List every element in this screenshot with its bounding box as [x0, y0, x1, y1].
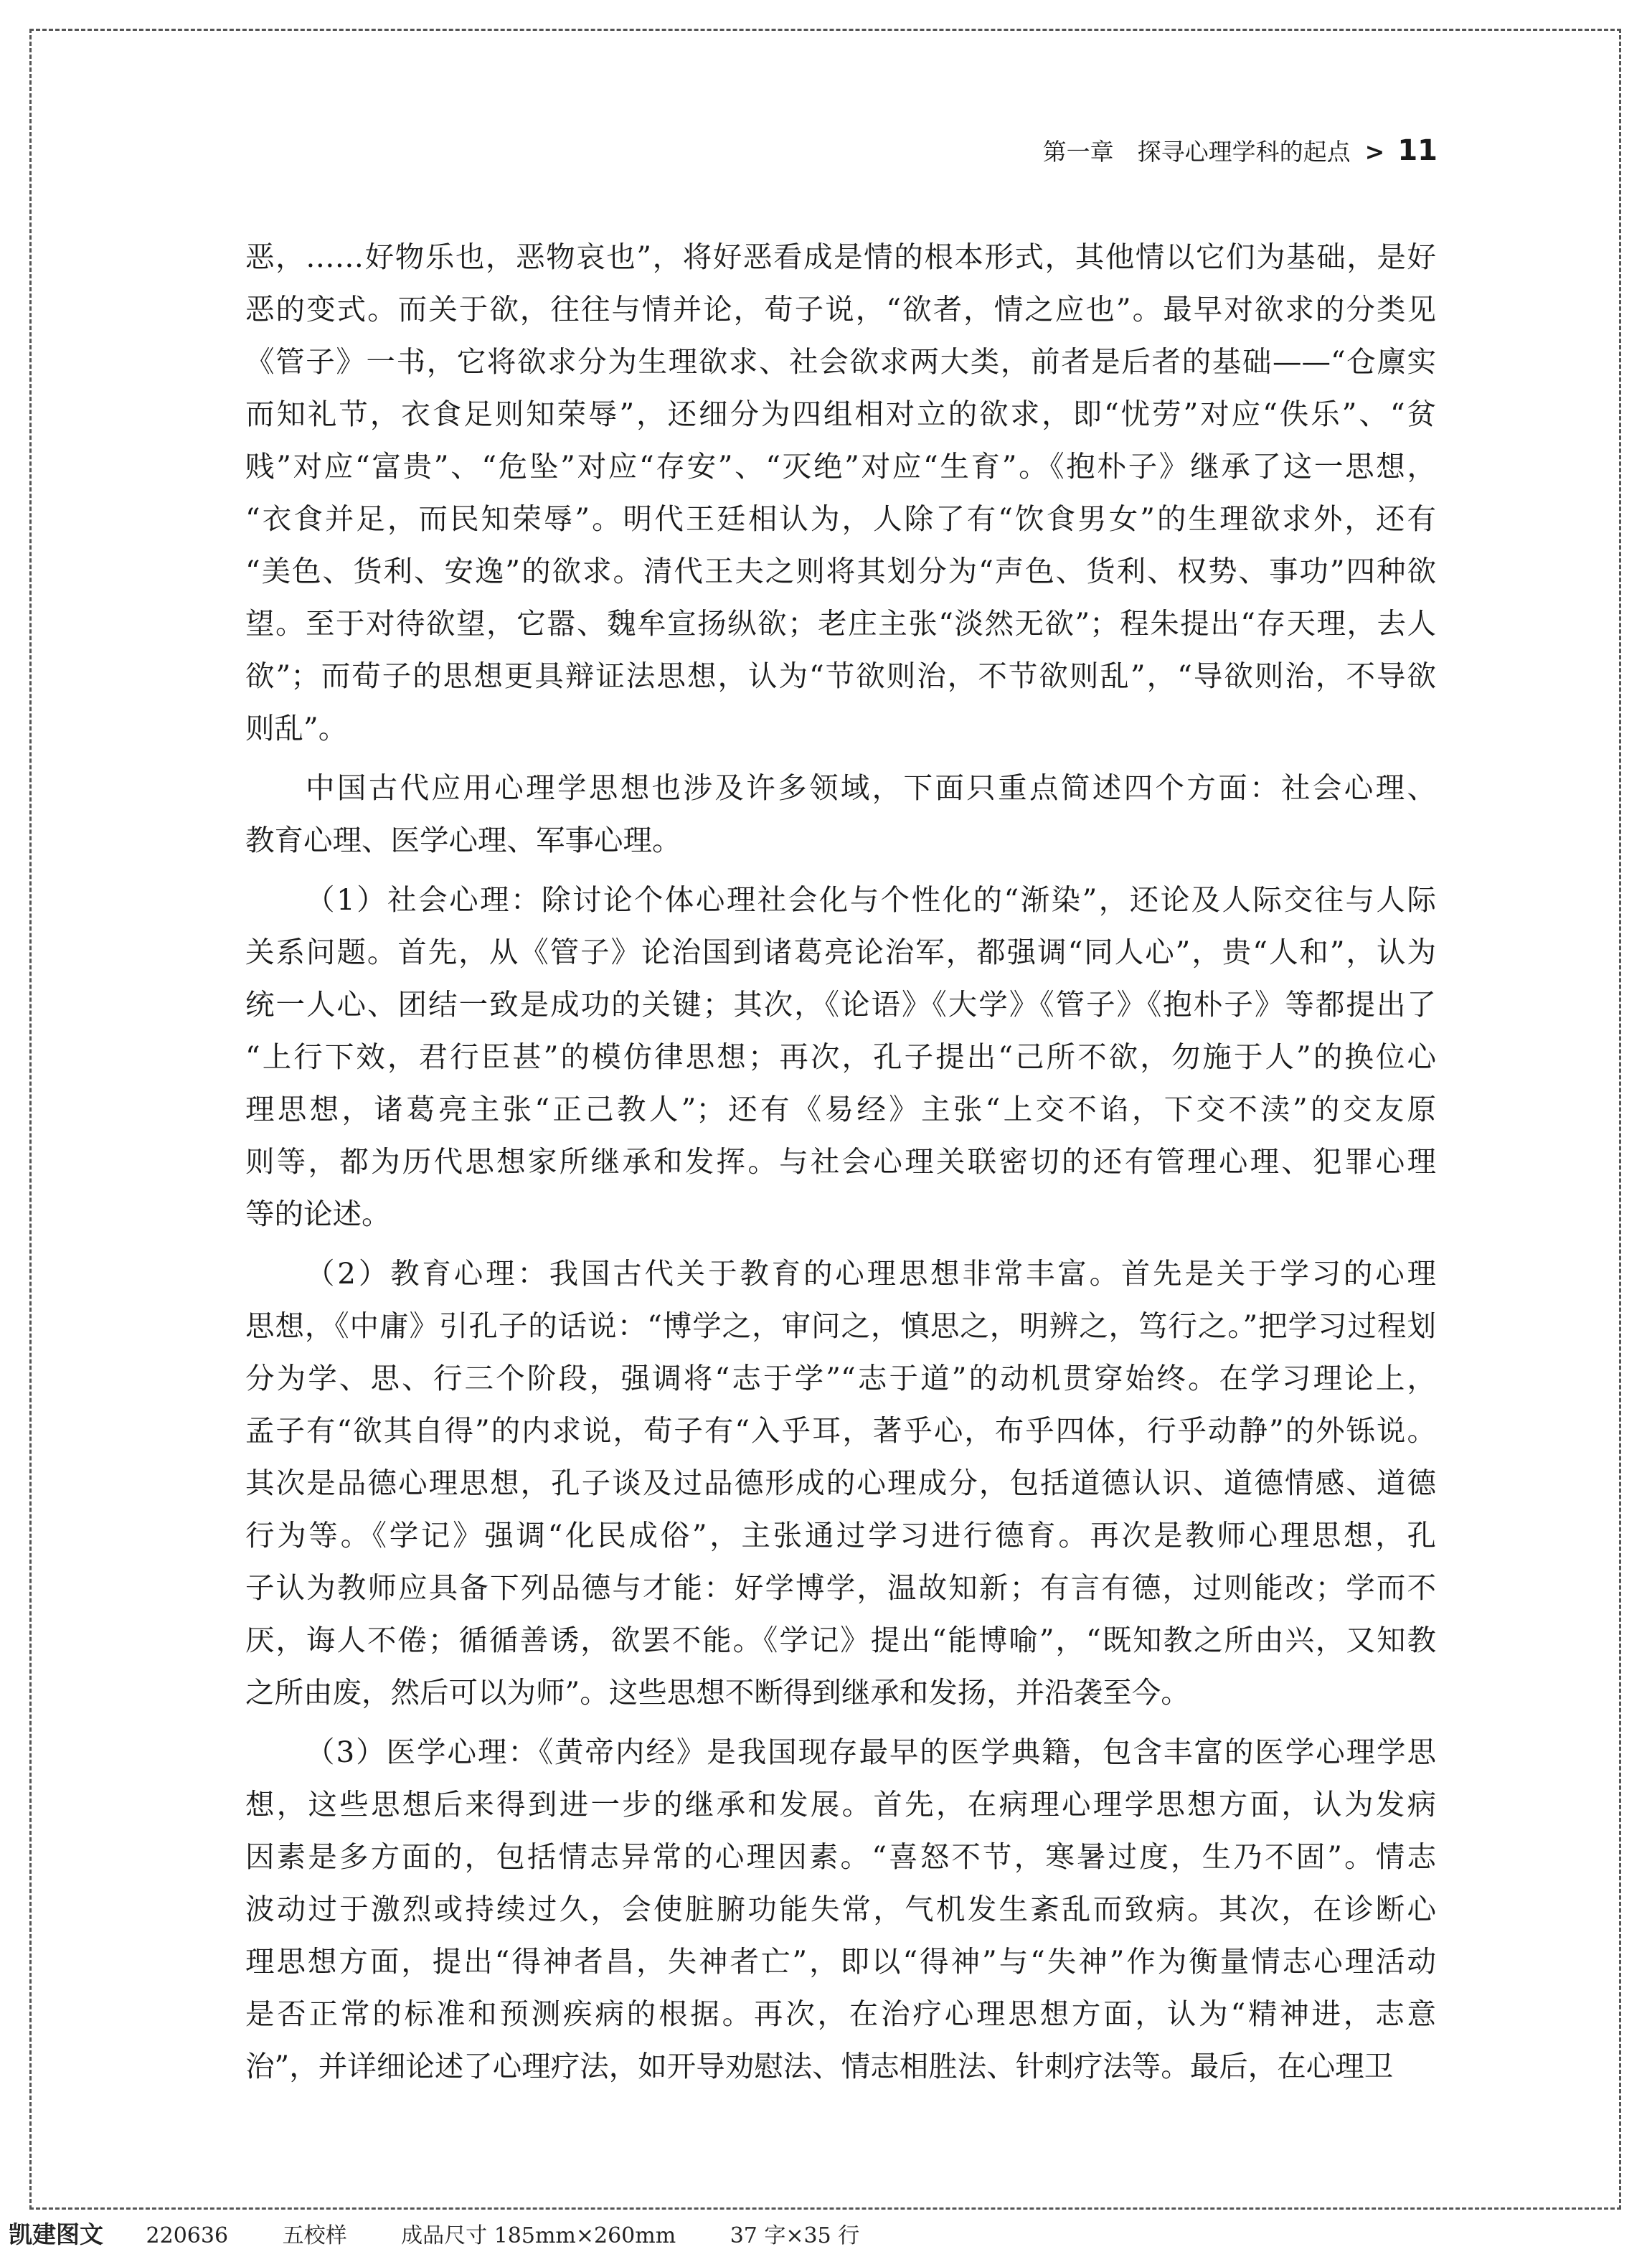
- text-line: 行为等。《学记》强调“化民成俗”，主张通过学习进行德育。再次是教师心理思想，孔: [245, 1518, 1436, 1552]
- text-line: 《管子》一书，它将欲求分为生理欲求、社会欲求两大类，前者是后者的基础——“仓廪实: [245, 344, 1436, 379]
- text-line: 等的论述。: [245, 1197, 391, 1231]
- text-line: 中国古代应用心理学思想也涉及许多领域，下面只重点简述四个方面：社会心理、: [306, 771, 1436, 805]
- print-brand: 凯建图文: [9, 2220, 103, 2248]
- text-line: “美色、货利、安逸”的欲求。清代王夫之则将其划分为“声色、货利、权势、事功”四种欲: [245, 554, 1436, 588]
- page-number: 11: [1397, 134, 1438, 167]
- text-line: 厌，诲人不倦；循循善诱，欲罢不能。《学记》提出“能博喻”，“既知教之所由兴，又知教: [245, 1623, 1436, 1657]
- paragraph: [245, 874, 1436, 1240]
- text-line: 欲”；而荀子的思想更具辩证法思想，认为“节欲则治，不节欲则乱”，“导欲则治，不导欲: [245, 659, 1436, 693]
- text-line: 恶，……好物乐也，恶物哀也”，将好恶看成是情的根本形式，其他情以它们为基础，是好: [245, 240, 1436, 274]
- header-separator: >: [1364, 138, 1385, 166]
- text-line: 而知礼节，衣食足则知荣辱”，还细分为四组相对立的欲求，即“忧劳”对应“佚乐”、“贫: [245, 397, 1436, 431]
- text-line: 望。至于对待欲望，它嚣、魏牟宣扬纵欲；老庄主张“淡然无欲”；程朱提出“存天理，去人: [245, 606, 1436, 641]
- chapter-title: 第一章 探寻心理学科的起点: [1042, 138, 1351, 166]
- job-number: 220636: [146, 2223, 229, 2248]
- text-line: 思想，《中庸》引孔子的话说：“博学之，审问之，慎思之，明辨之，笃行之。”把学习过程划: [245, 1309, 1436, 1343]
- trim-size: 成品尺寸 185mm×260mm: [401, 2223, 676, 2248]
- text-line: 治”，并详细论述了心理疗法，如开导劝慰法、情志相胜法、针刺疗法等。最后，在心理卫: [245, 2049, 1394, 2083]
- text-line: 贱”对应“富贵”、“危坠”对应“存安”、“灭绝”对应“生育”。《抱朴子》继承了这一思想，: [245, 449, 1436, 484]
- text-line: 波动过于激烈或持续过久，会使脏腑功能失常，气机发生紊乱而致病。其次，在诊断心: [245, 1892, 1436, 1926]
- text-line: （3）医学心理：《黄帝内经》是我国现存最早的医学典籍，包含丰富的医学心理学思: [306, 1735, 1436, 1769]
- text-line: 孟子有“欲其自得”的内求说，荀子有“入乎耳，著乎心，布乎四体，行乎动静”的外铄说。: [245, 1413, 1436, 1448]
- paragraph: [245, 231, 1436, 755]
- text-line: “衣食并足，而民知荣辱”。明代王廷相认为，人除了有“饮食男女”的生理欲求外，还有: [245, 501, 1436, 536]
- paragraph: [245, 1726, 1436, 2093]
- text-line: 关系问题。首先，从《管子》论治国到诸葛亮论治军，都强调“同人心”，贵“人和”，认为: [245, 935, 1436, 969]
- text-line: 则乱”。: [245, 711, 348, 745]
- text-line: 理思想，诸葛亮主张“正己教人”；还有《易经》主张“上交不谄，下交不渎”的交友原: [245, 1092, 1436, 1126]
- proof-stage: 五校样: [282, 2223, 347, 2248]
- text-line: 统一人心、团结一致是成功的关键；其次，《论语》《大学》《管子》《抱朴子》等都提出了: [245, 987, 1436, 1022]
- text-line: 分为学、思、行三个阶段，强调将“志于学”“志于道”的动机贯穿始终。在学习理论上，: [245, 1361, 1436, 1395]
- print-info-footer: [9, 2219, 907, 2251]
- text-line: 想，这些思想后来得到进一步的继承和发展。首先，在病理心理学思想方面，认为发病: [245, 1787, 1436, 1822]
- paragraph: [245, 762, 1436, 867]
- layout-spec: 37 字×35 行: [730, 2223, 860, 2248]
- body-text: [245, 231, 1436, 2093]
- running-header: [933, 133, 1438, 169]
- text-line: 则等，都为历代思想家所继承和发挥。与社会心理关联密切的还有管理心理、犯罪心理: [245, 1144, 1436, 1179]
- paragraph: [245, 1248, 1436, 1719]
- text-line: 其次是品德心理思想，孔子谈及过品德形成的心理成分，包括道德认识、道德情感、道德: [245, 1466, 1436, 1500]
- text-line: 恶的变式。而关于欲，往往与情并论，荀子说，“欲者，情之应也”。最早对欲求的分类见: [245, 292, 1436, 326]
- text-line: （2）教育心理：我国古代关于教育的心理思想非常丰富。首先是关于学习的心理: [306, 1256, 1436, 1291]
- text-line: 之所由废，然后可以为师”。这些思想不断得到继承和发扬，并沿袭至今。: [245, 1675, 1190, 1710]
- text-line: 理思想方面，提出“得神者昌，失神者亡”，即以“得神”与“失神”作为衡量情志心理活动: [245, 1944, 1436, 1979]
- text-line: （1）社会心理：除讨论个体心理社会化与个性化的“渐染”，还论及人际交往与人际: [306, 882, 1436, 917]
- text-line: 教育心理、医学心理、军事心理。: [245, 823, 681, 857]
- text-line: 因素是多方面的，包括情志异常的心理因素。“喜怒不节，寒暑过度，生乃不固”。情志: [245, 1839, 1436, 1874]
- text-line: 子认为教师应具备下列品德与才能：好学博学，温故知新；有言有德，过则能改；学而不: [245, 1570, 1436, 1605]
- text-line: 是否正常的标准和预测疾病的根据。再次，在治疗心理思想方面，认为“精神进，志意: [245, 1997, 1436, 2031]
- text-line: “上行下效，君行臣甚”的模仿律思想；再次，孔子提出“己所不欲，勿施于人”的换位心: [245, 1040, 1436, 1074]
